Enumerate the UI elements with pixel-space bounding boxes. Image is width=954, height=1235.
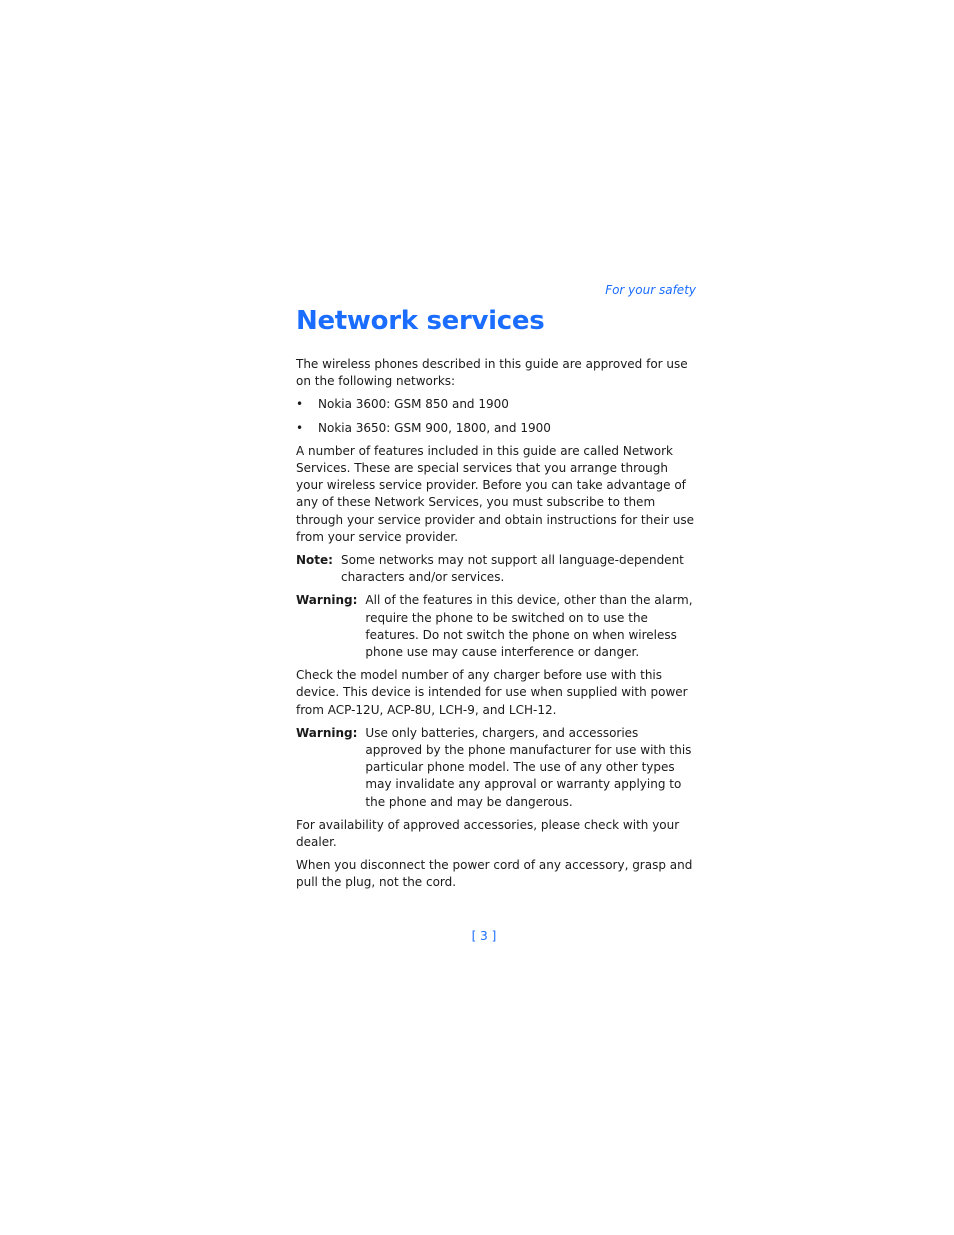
page-title: Network services — [296, 306, 545, 336]
warning-block — [296, 725, 696, 811]
document-body — [296, 356, 696, 898]
availability-paragraph: For availability of approved accessories, please check with your dealer. — [296, 817, 680, 850]
document-page — [296, 0, 696, 1235]
bullet-icon: • — [296, 420, 304, 435]
list-item — [296, 396, 696, 413]
disconnect-paragraph: When you disconnect the power cord of any accessory, grasp and pull the plug, not the cord. — [296, 858, 693, 890]
running-header: For your safety — [605, 283, 696, 297]
warning-text: Use only batteries, chargers, and accessories approved by the phone manufacturer for use with this particular phone model. The use of any other types may invalidate any approval or warranty applying to the phone and may be dangerous. — [365, 725, 692, 809]
network-list — [296, 396, 696, 436]
warning-label: Warning: — [296, 593, 358, 608]
warning-text: All of the features in this device, other than the alarm, require the phone to be switched on to use the features. Do not switch the phone on when wireless phone use may cause interference or danger. — [365, 593, 693, 660]
list-item-text: Nokia 3600: GSM 850 and 1900 — [318, 397, 509, 412]
intro-paragraph: The wireless phones described in this guide are approved for use on the following networks: — [296, 357, 688, 389]
bullet-icon: • — [296, 397, 304, 412]
note-text: Some networks may not support all language-dependent characters and/or services. — [340, 553, 684, 585]
charger-paragraph: Check the model number of any charger before use with this device. This device is intended for use when supplied with power from ACP-12U, ACP-8U, LCH-9, and LCH-12. — [296, 668, 688, 717]
note-block — [296, 552, 696, 586]
features-paragraph: A number of features included in this guide are called Network Services. These are special services that you arrange through your wireless service provider. Before you can take advantage of any of these Network Services, you must subscribe to them through your service provider and obtain instructions for their use from your service provider. — [296, 443, 694, 544]
note-label: Note: — [296, 553, 333, 568]
warning-block — [296, 592, 696, 661]
list-item-text: Nokia 3650: GSM 900, 1800, and 1900 — [318, 420, 551, 435]
list-item — [296, 420, 696, 437]
warning-label: Warning: — [296, 725, 358, 740]
page-number: [ 3 ] — [471, 929, 497, 943]
